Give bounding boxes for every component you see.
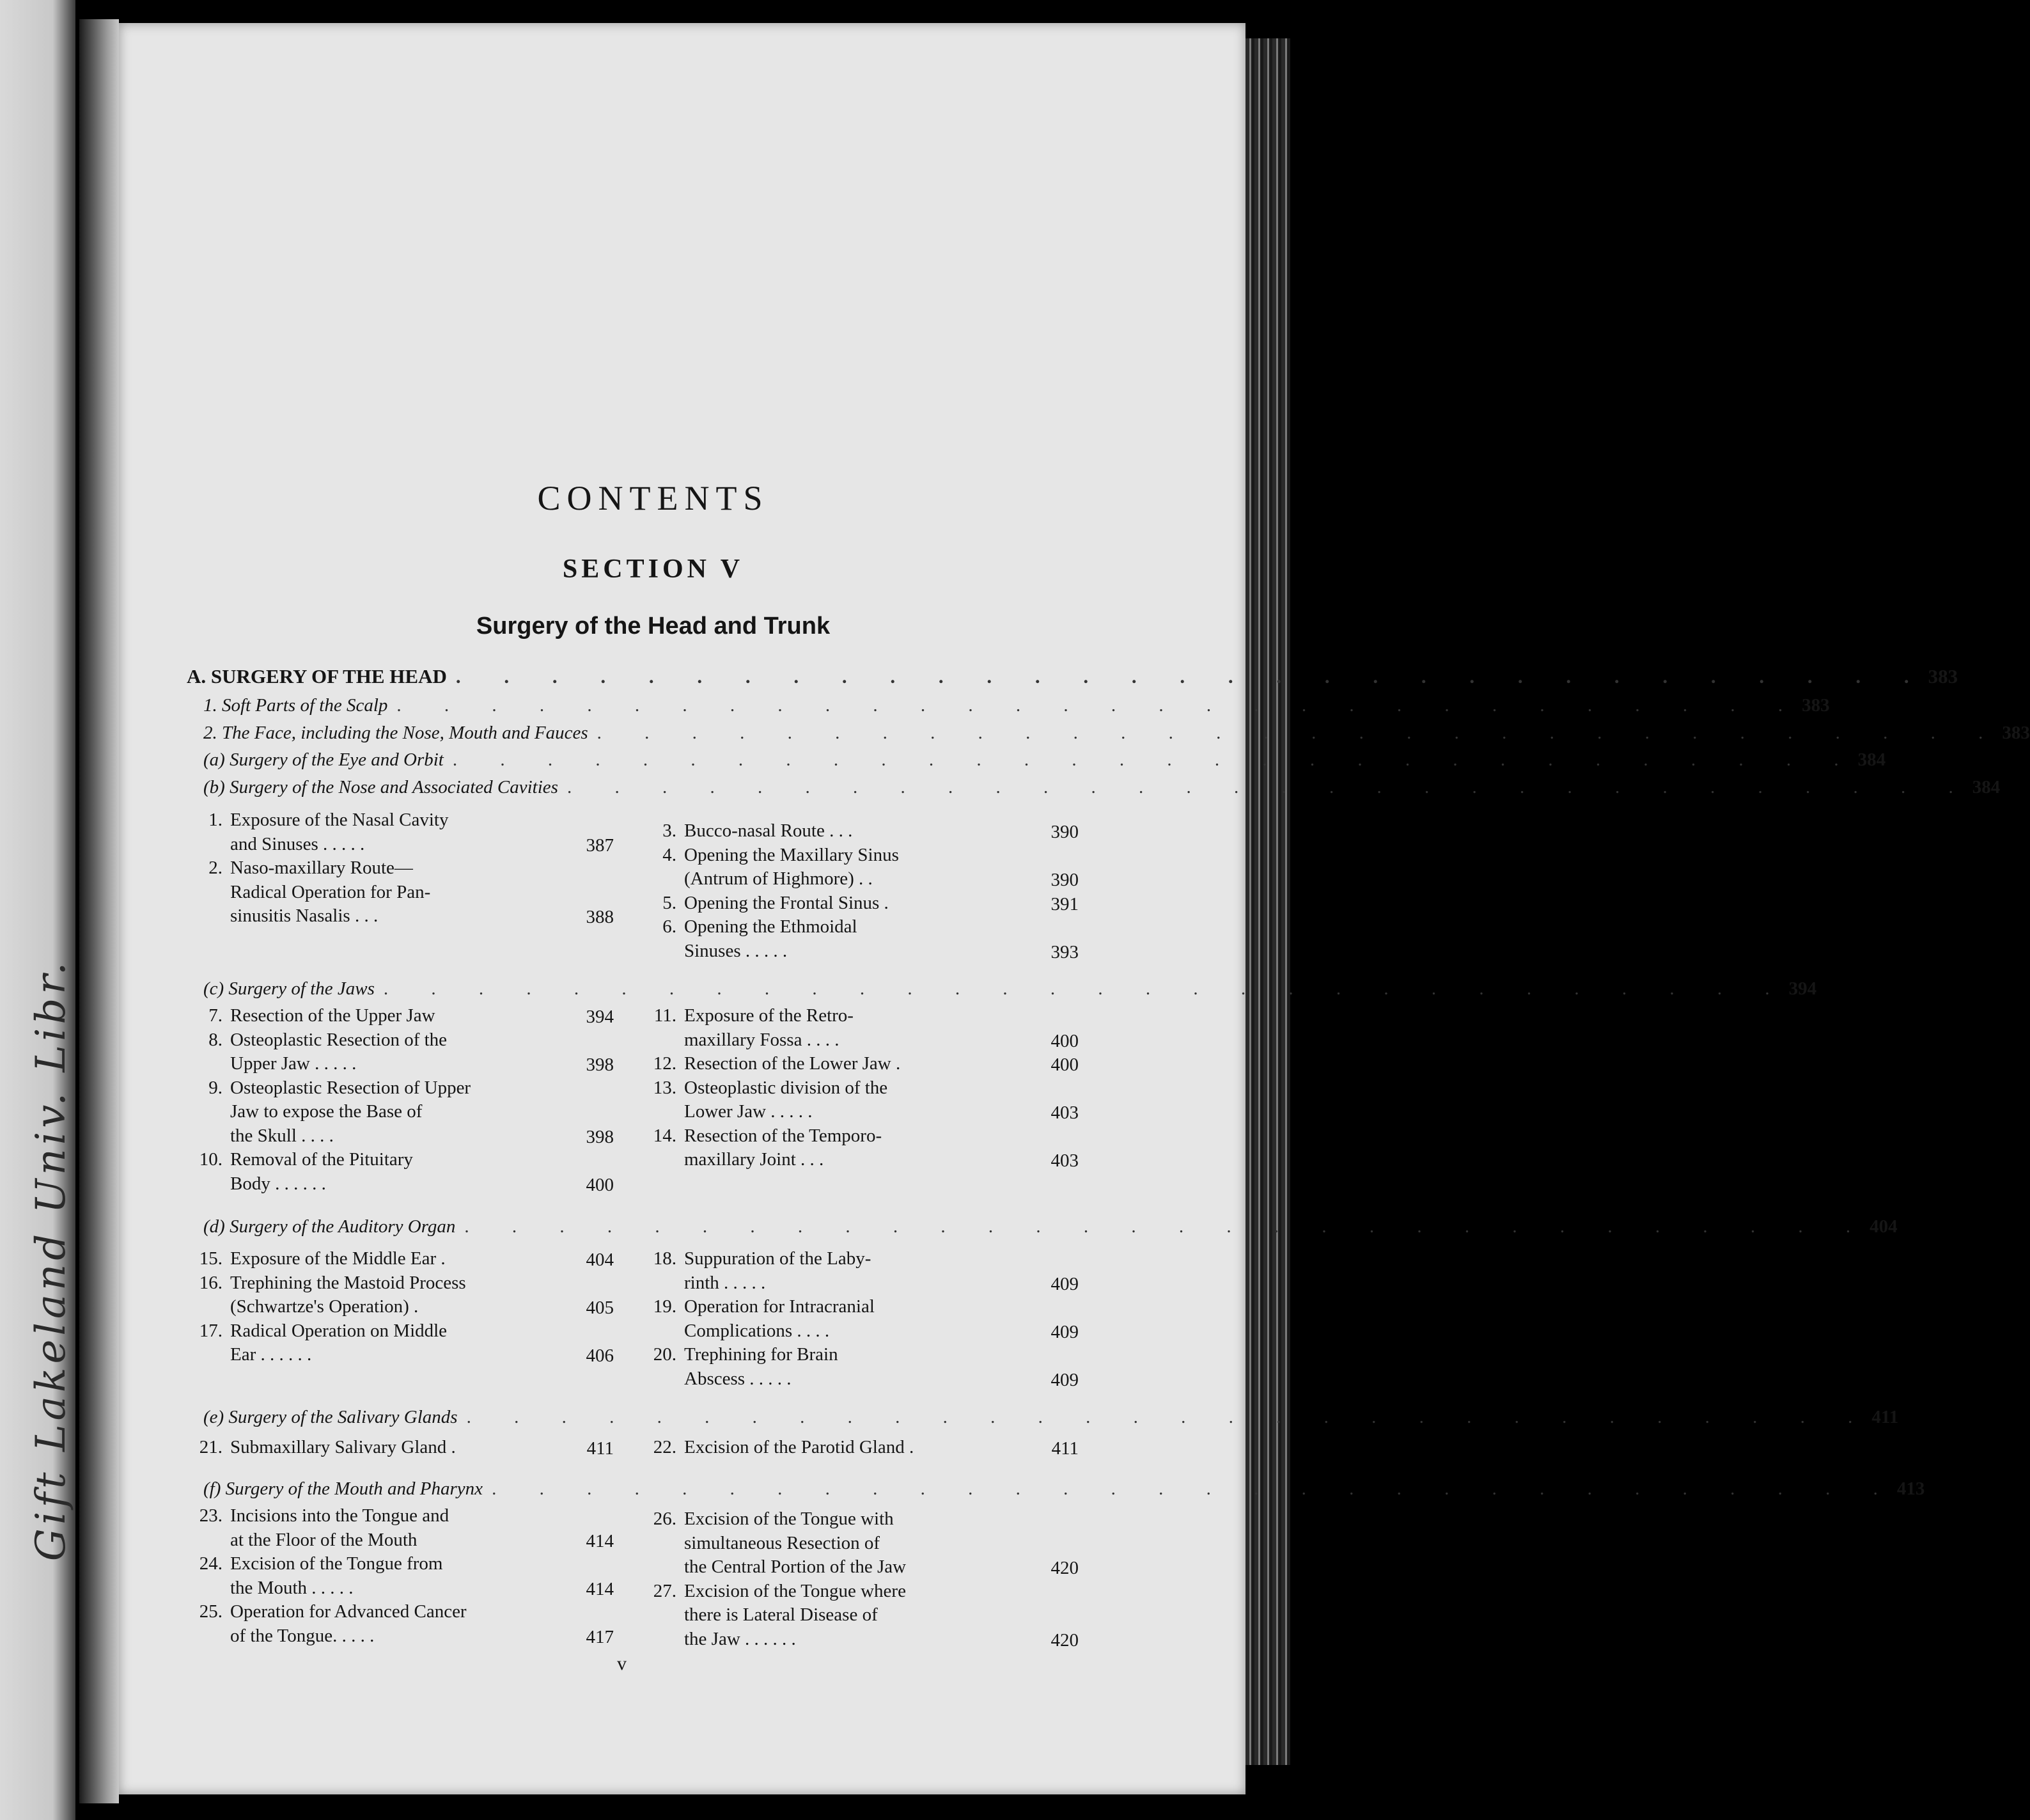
entry-page: 398: [586, 1126, 614, 1147]
heading-page: 384: [1972, 777, 2001, 797]
contents-title: CONTENTS: [537, 479, 769, 517]
contents-heading-6: (d) Surgery of the Auditory Organ . . . . . . . . . . . . . . . . . . . . . . . . . . . . . . 404: [203, 1216, 1898, 1237]
toc-entry: [639, 1436, 1013, 1460]
section-subtitle: Surgery of the Head and Trunk: [476, 613, 831, 639]
entry-number: 18.: [653, 1248, 676, 1269]
book-gutter: [79, 19, 119, 1803]
nose-left-column: [185, 808, 550, 929]
entry-text: Upper Jaw . . . . .: [230, 1053, 357, 1074]
entry-text: Radical Operation on Middle: [230, 1320, 448, 1341]
toc-entry: [639, 915, 1013, 963]
heading-page: 413: [1896, 1479, 1925, 1499]
toc-entry: [185, 1028, 550, 1076]
toc-entry: [639, 1124, 1013, 1172]
heading-label: (d) Surgery of the Auditory Organ: [203, 1216, 456, 1237]
entry-number: 11.: [653, 1005, 676, 1026]
toc-entry: [639, 1507, 1013, 1580]
entry-page: 390: [1050, 870, 1079, 890]
entry-number: 25.: [199, 1601, 223, 1622]
entry-text: Excision of the Tongue where: [684, 1580, 906, 1601]
entry-number: 2.: [208, 858, 223, 878]
heading-label: 2. The Face, including the Nose, Mouth and Fauces: [203, 723, 588, 743]
toc-entry: [185, 1552, 550, 1600]
entry-text: Resection of the Temporo-: [684, 1125, 882, 1146]
contents-heading-2: 2. The Face, including the Nose, Mouth and Fauces . . . . . . . . . . . . . . . . . . . . . . . . . . . . . . 383: [203, 723, 2030, 743]
entry-number: 14.: [653, 1125, 676, 1146]
entry-number: 22.: [653, 1437, 676, 1457]
entry-number: 13.: [653, 1077, 676, 1098]
entry-page: 409: [1050, 1273, 1079, 1294]
entry-text: Operation for Intracranial: [684, 1296, 875, 1317]
entry-text: Incisions into the Tongue and: [230, 1505, 449, 1526]
entry-text: Operation for Advanced Cancer: [230, 1601, 467, 1622]
entry-page: 404: [586, 1250, 614, 1270]
entry-text: of the Tongue. . . . .: [230, 1625, 375, 1646]
entry-page: 388: [586, 907, 614, 927]
entry-text: Abscess . . . . .: [684, 1368, 792, 1389]
heading-page: 404: [1870, 1216, 1898, 1237]
toc-entry: [185, 1319, 550, 1367]
entry-text: Opening the Frontal Sinus .: [684, 892, 889, 913]
entry-text: sinusitis Nasalis . . .: [230, 906, 379, 926]
contents-heading-3: (a) Surgery of the Eye and Orbit . . . . . . . . . . . . . . . . . . . . . . . . . . . . . . 384: [203, 749, 1886, 770]
heading-label: (c) Surgery of the Jaws: [203, 978, 375, 999]
entry-text: the Central Portion of the Jaw: [684, 1557, 907, 1577]
entry-text: Opening the Maxillary Sinus: [684, 844, 899, 865]
heading-page: 411: [1871, 1407, 1899, 1427]
entry-number: 3.: [662, 820, 676, 841]
entry-number: 8.: [208, 1029, 223, 1050]
toc-entry: [185, 1436, 550, 1460]
jaws-right-column: [639, 1004, 1013, 1172]
nose-right-column: [639, 819, 1013, 963]
entry-text: Exposure of the Nasal Cavity: [230, 810, 449, 830]
heading-page: 384: [1857, 749, 1886, 770]
toc-entry: [185, 1247, 550, 1271]
toc-entry: [639, 1076, 1013, 1124]
entry-text: Excision of the Tongue with: [684, 1509, 894, 1529]
handwritten-margin-note: Gift Lakeland Univ. Libr.: [27, 958, 75, 1562]
toc-entry: [639, 1343, 1013, 1391]
toc-entry: [185, 1271, 550, 1319]
entry-text: and Sinuses . . . . .: [230, 833, 365, 854]
entry-number: 17.: [199, 1320, 223, 1341]
entry-text: Osteoplastic Resection of the: [230, 1029, 448, 1050]
contents-heading-7: (e) Surgery of the Salivary Glands . . . . . . . . . . . . . . . . . . . . . . . . . . . . . . 411: [203, 1407, 1899, 1427]
entry-text: rinth . . . . .: [684, 1272, 766, 1293]
salivary-left-column: [185, 1436, 550, 1460]
entry-page: 403: [1050, 1102, 1079, 1123]
contents-heading-4: (b) Surgery of the Nose and Associated Cavities . . . . . . . . . . . . . . . . . . . . . . . . . . . . . . 384: [203, 777, 2001, 797]
mouth-left-column: [185, 1504, 550, 1648]
entry-number: 6.: [662, 916, 676, 937]
entry-number: 27.: [653, 1580, 676, 1601]
entry-text: the Skull . . . .: [230, 1125, 334, 1146]
toc-entry: [185, 1148, 550, 1196]
entry-number: 7.: [208, 1005, 223, 1026]
entry-text: Suppuration of the Laby-: [684, 1248, 871, 1269]
entry-text: there is Lateral Disease of: [684, 1604, 878, 1625]
toc-entry: [185, 1076, 550, 1149]
heading-label: 1. Soft Parts of the Scalp: [203, 695, 388, 716]
entry-page: 417: [586, 1626, 614, 1647]
entry-text: Body . . . . . .: [230, 1173, 326, 1194]
entry-text: Ear . . . . . .: [230, 1344, 312, 1365]
entry-text: Complications . . . .: [684, 1320, 830, 1341]
toc-entry: [639, 1052, 1013, 1076]
contents-heading-1: 1. Soft Parts of the Scalp . . . . . . . . . . . . . . . . . . . . . . . . . . . . . . 383: [203, 695, 1830, 716]
entry-number: 16.: [199, 1272, 223, 1293]
entry-page: 420: [1050, 1558, 1079, 1578]
entry-text: at the Floor of the Mouth: [230, 1529, 418, 1550]
entry-page: 403: [1050, 1150, 1079, 1171]
entry-page: 409: [1050, 1321, 1079, 1342]
heading-page: 383: [1802, 695, 1830, 716]
entry-number: 10.: [199, 1149, 223, 1170]
entry-text: Exposure of the Middle Ear .: [230, 1248, 446, 1269]
entry-text: the Jaw . . . . . .: [684, 1628, 796, 1649]
entry-text: Sinuses . . . . .: [684, 940, 788, 961]
toc-entry: [185, 856, 550, 929]
heading-label: (a) Surgery of the Eye and Orbit: [203, 749, 444, 770]
entry-text: Excision of the Tongue from: [230, 1553, 443, 1574]
toc-entry: [639, 891, 1013, 916]
entry-number: 9.: [208, 1077, 223, 1098]
entry-page: 411: [586, 1438, 614, 1459]
entry-text: (Schwartze's Operation) .: [230, 1296, 419, 1317]
entry-text: Exposure of the Retro-: [684, 1005, 854, 1026]
toc-entry: [639, 819, 1013, 843]
entry-text: simultaneous Resection of: [684, 1532, 880, 1553]
entry-text: Osteoplastic division of the: [684, 1077, 888, 1098]
contents-heading-5: (c) Surgery of the Jaws . . . . . . . . . . . . . . . . . . . . . . . . . . . . . . 394: [203, 978, 1817, 999]
entry-page: 406: [586, 1345, 614, 1366]
entry-page: 409: [1050, 1369, 1079, 1390]
entry-text: Radical Operation for Pan-: [230, 881, 431, 902]
entry-page: 414: [586, 1530, 614, 1551]
entry-number: 15.: [199, 1248, 223, 1269]
entry-text: Resection of the Upper Jaw: [230, 1005, 435, 1026]
page-edges: [1245, 38, 1290, 1765]
jaws-left-column: [185, 1004, 550, 1196]
toc-entry: [185, 1600, 550, 1648]
entry-page: 411: [1051, 1438, 1079, 1459]
entry-number: 23.: [199, 1505, 223, 1526]
heading-page: 383: [2002, 723, 2030, 743]
entry-text: maxillary Joint . . .: [684, 1149, 824, 1170]
section-title: SECTION V: [562, 554, 744, 584]
entry-page: 400: [586, 1174, 614, 1195]
part-a-heading: A. SURGERY OF THE HEAD . . . . . . . . . . . . . . . . . . . . . . . . . . . . . . . 383: [187, 665, 1958, 687]
entry-number: 21.: [199, 1437, 223, 1457]
heading-label: (f) Surgery of the Mouth and Pharynx: [203, 1479, 483, 1499]
entry-number: 24.: [199, 1553, 223, 1574]
entry-text: Resection of the Lower Jaw .: [684, 1053, 901, 1074]
entry-text: Submaxillary Salivary Gland .: [230, 1437, 456, 1457]
entry-page: 420: [1050, 1629, 1079, 1651]
ear-left-column: [185, 1247, 550, 1367]
entry-page: 414: [586, 1578, 614, 1599]
mouth-right-column: [639, 1507, 1013, 1651]
toc-entry: [639, 1247, 1013, 1295]
contents-heading-8: (f) Surgery of the Mouth and Pharynx . . . . . . . . . . . . . . . . . . . . . . . . . . . . . . 413: [203, 1479, 1925, 1499]
salivary-right-column: [639, 1436, 1013, 1460]
page-folio: v: [617, 1653, 627, 1674]
entry-text: Trephining for Brain: [684, 1344, 838, 1365]
entry-page: 400: [1050, 1030, 1079, 1051]
entry-page: 387: [586, 835, 614, 856]
entry-text: Trephining the Mastoid Process: [230, 1272, 466, 1293]
entry-number: 12.: [653, 1053, 676, 1074]
heading-label: (e) Surgery of the Salivary Glands: [203, 1407, 458, 1427]
toc-entry: [639, 843, 1013, 891]
toc-entry: [639, 1295, 1013, 1343]
entry-text: Lower Jaw . . . . .: [684, 1101, 813, 1122]
entry-page: 405: [586, 1298, 614, 1318]
entry-page: 394: [586, 1007, 614, 1027]
entry-page: 390: [1050, 822, 1079, 842]
entry-text: Bucco-nasal Route . . .: [684, 820, 853, 841]
entry-number: 26.: [653, 1509, 676, 1529]
entry-text: Excision of the Parotid Gland .: [684, 1437, 914, 1457]
entry-number: 1.: [208, 810, 223, 830]
toc-entry: [185, 1004, 550, 1028]
toc-entry: [639, 1004, 1013, 1052]
entry-number: 20.: [653, 1344, 676, 1365]
entry-text: the Mouth . . . . .: [230, 1577, 354, 1598]
heading-page: 394: [1788, 978, 1817, 999]
entry-text: Naso-maxillary Route—: [230, 858, 413, 878]
entry-number: 19.: [653, 1296, 676, 1317]
entry-text: Removal of the Pituitary: [230, 1149, 413, 1170]
ear-right-column: [639, 1247, 1013, 1391]
entry-text: Opening the Ethmoidal: [684, 916, 857, 937]
entry-text: Osteoplastic Resection of Upper: [230, 1077, 471, 1098]
entry-page: 400: [1050, 1055, 1079, 1075]
toc-entry: [639, 1580, 1013, 1652]
entry-page: 398: [586, 1055, 614, 1075]
entry-number: 5.: [662, 892, 676, 913]
entry-text: Jaw to expose the Base of: [230, 1101, 423, 1122]
toc-entry: [185, 1504, 550, 1552]
heading-label: (b) Surgery of the Nose and Associated Cavities: [203, 777, 558, 797]
entry-page: 391: [1050, 893, 1079, 914]
entry-text: maxillary Fossa . . . .: [684, 1029, 839, 1050]
entry-page: 393: [1050, 941, 1079, 962]
entry-text: (Antrum of Highmore) . .: [684, 868, 873, 889]
entry-number: 4.: [662, 844, 676, 865]
toc-entry: [185, 808, 550, 856]
